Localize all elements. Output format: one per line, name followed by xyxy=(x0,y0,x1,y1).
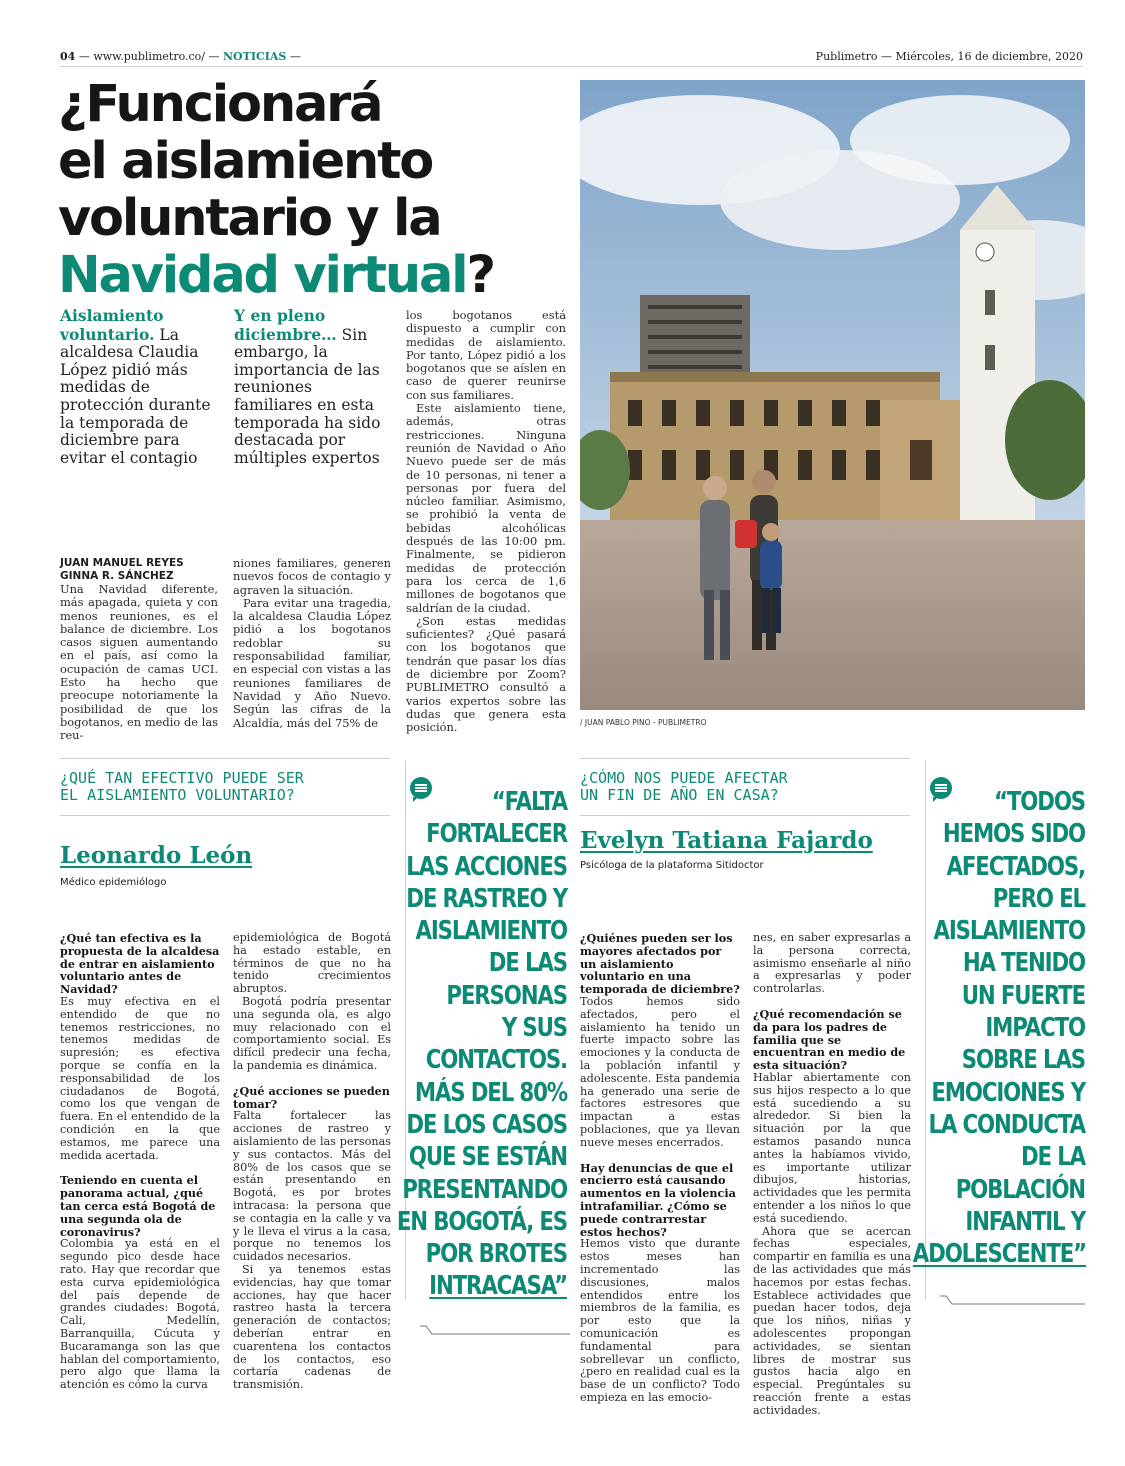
interviewee-role: Médico epidemiólogo xyxy=(60,877,167,888)
answer: Hablar abiertamente con sus hijos respecto a lo que está sucediendo a su alrededor. Si bien la situación por la que estamos pasando nunca antes la habíamos vivido, es importante utilizar dibujos, historias, actividades que les permita entender a los niños lo que está sucediendo. xyxy=(753,1070,911,1225)
section-rule xyxy=(60,758,390,759)
photo-credit: / JUAN PABLO PINO - PUBLIMETRO xyxy=(580,718,707,727)
answer: Es muy efectiva en el entendido de que no tenemos restricciones, no tenemos medidas de supresión; es efectiva porque se confía en la responsabilidad de los ciudadanos de Bogotá, como los que vengan de fuera. En el entendido de la condición en la que estamos, me parece una medida acertada. xyxy=(60,994,220,1162)
answer: nes, en saber expresarlas a la persona correcta, asimismo enseñarle al niño a expresarlas y poder controlarlas. xyxy=(753,931,911,996)
qa-col-3 xyxy=(580,932,740,1405)
headline-highlight: Navidad virtual xyxy=(58,246,467,305)
answer: Ahora que se acercan fechas especiales, compartir en familia es una de las actividades que más hacemos por estas fechas. Establece actividades que puedan hacer todos, deja que los niños, niñas y adolescentes propongan actividades, se sientan libres de mostrar sus gustos hacia algo en especial. Pregúntales su reacción frente a estas actividades. xyxy=(753,1224,911,1417)
answer: Hemos visto que durante estos meses han incrementado las discusiones, malos entendidos entre los miembros de la familia, es por esto que la comunicación es fundamental para sobrellevar un conflicto, ¿pero en realidad cual es la base de un conflicto? Todo empieza en las emocio- xyxy=(580,1237,740,1404)
teaser-1: Aislamiento voluntario. La alcaldesa Claudia López pidió más medidas de protección durante la temporada de diciembre para evitar el contagio xyxy=(60,306,211,467)
page-number: 04 xyxy=(60,50,76,63)
article-col-2: niones familiares, generen nuevos focos de contagio y agraven la situación. Para evitar una tragedia, la alcaldesa Claudia López pidió a los bogotanos redoblar su responsabilidad familiar, en especial con vistas a las reuniones familiares de Navidad y Año Nuevo. Según las cifras de la Alcaldía, más del 75% de xyxy=(233,556,391,730)
question: ¿Qué tan efectiva es la propuesta de la alcaldesa de entrar en aislamiento voluntario antes de Navidad? xyxy=(60,931,220,997)
pull-quote-right: “TODOS HEMOS SIDO AFECTADOS, PERO EL AISLAMIENTO HA TENIDO UN FUERTE IMPACTO SOBRE LAS EMOCIONES Y LA CONDUCTA DE LA POBLACIÓN INFANTIL Y ADOLESCENTE” xyxy=(912,787,1087,1270)
quote-end-mark xyxy=(940,1288,1085,1308)
byline: JUAN MANUEL REYES xyxy=(60,557,184,569)
header-left: 04 — www.publimetro.co/ — NOTICIAS — xyxy=(60,50,301,63)
answer: Falta fortalecer las acciones de rastreo y aislamiento de las personas y sus contactos. Más del 80% de los casos que se están presentando en Bogotá, es por brotes intracasa: la persona que se contagia en la calle y va y le lleva el virus a la casa, porque no tenemos los cuidados necesarios. xyxy=(233,1109,391,1264)
section-rule xyxy=(580,815,910,816)
teaser-2: Y en pleno diciembre… Sin embargo, la importancia de las reuniones familiares en esta temporada ha sido destacada por múltiples expertos xyxy=(234,306,381,467)
pull-quote-left: “FALTA FORTALECER LAS ACCIONES DE RASTREO Y AISLAMIENTO DE LAS PERSONAS Y SUS CONTACTOS. MÁS DEL 80% DE LOS CASOS QUE SE ESTÁN PRESENTANDO EN BOGOTÁ, ES POR BROTES INTRACASA” xyxy=(396,787,567,1302)
question: ¿Qué recomendación se da para los padres de familia que se encuentran en medio de esta situación? xyxy=(753,1006,906,1073)
answer: Bogotá podría presentar una segunda ola, es algo muy relacionado con el comportamiento social. Es difícil predecir una fecha, la pandemia es dinámica. xyxy=(233,994,391,1072)
question: ¿Qué acciones se pueden tomar? xyxy=(233,1083,390,1111)
interviewee-name: Leonardo León xyxy=(60,842,253,869)
section-heading-left: ¿QUÉ TAN EFECTIVO PUEDE SER EL AISLAMIENTO VOLUNTARIO? xyxy=(60,769,304,804)
answer: Colombia ya está en el segundo pico desde hace rato. Hay que recordar que esta curva epidemiológica del país depende de grandes ciudades: Bogotá, Cali, Medellín, Barranquilla, Cúcuta y Bucaramanga son las que hablan del comportamiento, pero algo que llama la atención es cómo la curva xyxy=(60,1237,220,1392)
article-col-1: JUAN MANUEL REYES GINNA R. SÁNCHEZ Una Navidad diferente, más apagada, quieta y con menos reuniones, es el balance de diciembre. Los casos siguen aumentando en el país, así como la ocupación de camas UCI. Esto ha hecho que preocupe notoriamente la posibilidad de que los bogotanos, en medio de las reu- xyxy=(60,557,218,743)
headline-line: voluntario y la xyxy=(58,189,441,248)
qa-col-4 xyxy=(753,932,911,1417)
qa-col-2 xyxy=(233,932,391,1392)
header-divider xyxy=(60,66,1083,67)
qa-col-1 xyxy=(60,932,220,1392)
answer: Todos hemos sido afectados, pero el aislamiento ha tenido un fuerte impacto sobre las emociones y la conducta de la población infantil y adolescente. Esta pandemia ha generado una serie de factores estresores que impactan a estas poblaciones, que ya llevan nueve meses encerrados. xyxy=(580,994,740,1149)
news-photo xyxy=(580,80,1085,710)
headline-line: el aislamiento xyxy=(58,132,433,191)
article-col-3: los bogotanos está dispuesto a cumplir con medidas de aislamiento. Por tanto, López pidió a los bogotanos que se aíslen en caso de querer reunirse con sus familiares. Este aislamiento tiene, además, otras restricciones. Ninguna reunión de Navidad o Año Nuevo puede ser de más de 10 personas, ni tener a personas por fuera del núcleo familiar. Asimismo, se prohibió la venta de bebidas alcohólicas después de las 10:00 pm. Finalmente, se pidieron medidas de protección para los cerca de 1,6 millones de bogotanos que saldrían de la ciudad. ¿Son estas medidas suficientes? ¿Qué pasará con los bogotanos que tendrán que pasar los días de diciembre por Zoom? PUBLIMETRO consultó a varios expertos sobre las dudas que genera esta posición. xyxy=(406,308,566,735)
byline: GINNA R. SÁNCHEZ xyxy=(60,570,174,582)
question: ¿Quiénes pueden ser los mayores afectados por un aislamiento voluntario en una temporada de diciembre? xyxy=(580,931,740,997)
header-right: Publimetro — Miércoles, 16 de diciembre, 2020 xyxy=(815,50,1083,63)
quote-end-mark xyxy=(420,1318,570,1338)
headline: ¿Funcionará el aislamiento voluntario y la Navidad virtual? xyxy=(58,76,578,304)
section-rule xyxy=(60,815,390,816)
photo-plaza-san-francisco xyxy=(580,80,1085,710)
interviewee-name: Evelyn Tatiana Fajardo xyxy=(580,827,873,854)
section-tag: NOTICIAS xyxy=(223,50,287,63)
site-url: www.publimetro.co/ xyxy=(93,50,205,63)
section-rule xyxy=(580,758,910,759)
headline-line: ¿Funcionará xyxy=(58,75,382,134)
answer: epidemiológica de Bogotá ha estado estable, en términos de que no ha tenido crecimientos abruptos. xyxy=(233,931,391,996)
section-heading-right: ¿CÓMO NOS PUEDE AFECTAR UN FIN DE AÑO EN CASA? xyxy=(580,769,788,804)
question: Hay denuncias de que el encierro está causando aumentos en la violencia intrafamiliar. ¿Cómo se puede contrarrestar estos hechos? xyxy=(580,1160,736,1239)
answer: Si ya tenemos estas evidencias, hay que tomar acciones, hay que hacer rastreo hasta la tercera generación de contactos; deberían entrar en cuarentena los contactos de los contactos, eso cortaría cadenas de transmisión. xyxy=(233,1262,391,1392)
interviewee-role: Psicóloga de la plataforma Sitidoctor xyxy=(580,860,764,871)
question: Teniendo en cuenta el panorama actual, ¿qué tan cerca está Bogotá de una segunda ola de coronavirus? xyxy=(60,1173,216,1239)
